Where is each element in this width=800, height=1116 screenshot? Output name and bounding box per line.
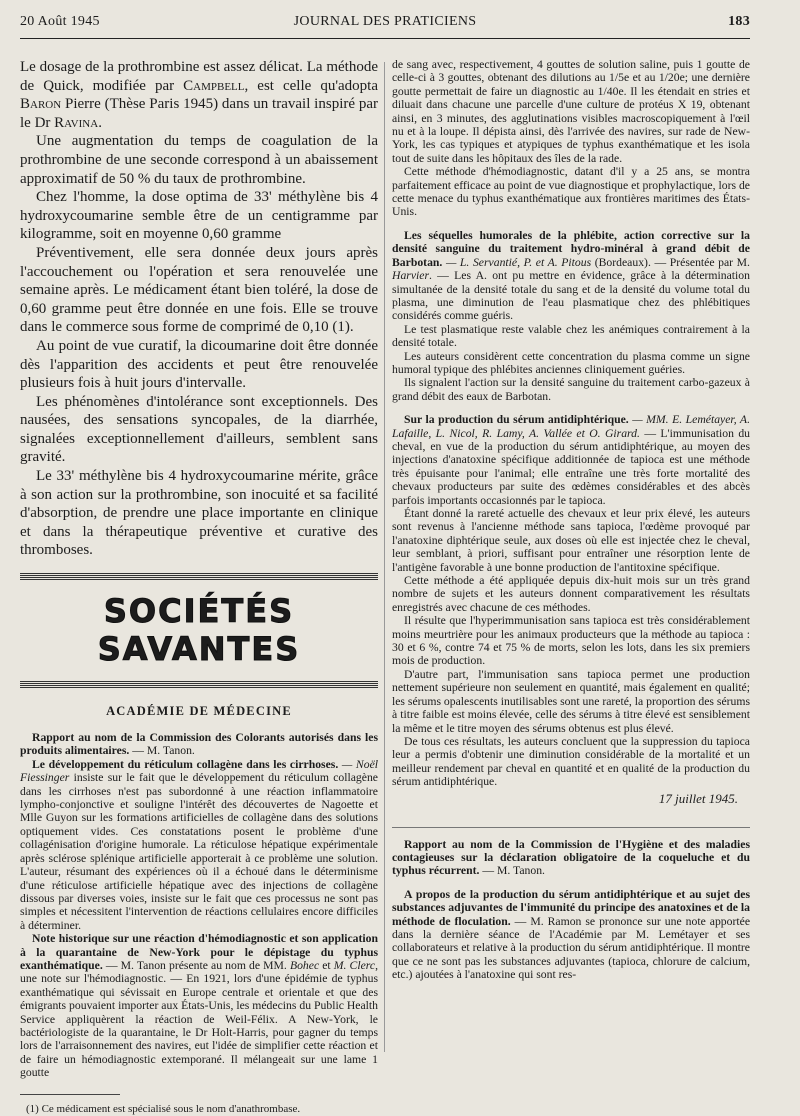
- report-serum-antidiphterique: Sur la production du sérum antidiphtérique. — MM. E. Lemétayer, A. Lafaille, L. Nicol, R. Lamy, A. Vallée et O. Girard. — L'immunisation du cheval, en vue de la production du sérum antidiphtérique, au moyen des injections d'anatoxine spécifique additionnée de tapioca est une méthode très épuisante pour l'animal; elle entraîne une très forte mortalité des chevaux producteurs par suite des œdèmes considérables et des abcès parfois importants occasionnés par le tapioca.: [392, 413, 751, 507]
- running-header: [20, 14, 750, 36]
- report-date: 17 juillet 1945.: [658, 790, 738, 806]
- report-reticulum: Le développement du réticulum collagène dans les cirrhoses. — Noël Fiessinger insiste sur le fait que le développement du réticulum collagène dans les cirrhoses n'est pas subordonné à une réaction inflammatoire lympho-conjonctive et souligne l'intérêt des découvertes de Nagoette et Mlle Guyon sur les formations artificielles de collagène dans des solutions optiquement vides. Ces constatations posent le problème d'une collagénisation d'origine humorale. La réticulose hépatique expérimentale après sclérose splénique artificielle apporterait à ce problème une solution. L'auteur, résumant des expériences où il a échoué dans le déterminisme d'une réticulose artificielle hépatique avec des injections de collagène dissous par diverses voies, insiste sur le fait que ces processus ne sont pas simples et nécessitent l'intervention de réactions cellulaires encore difficiles à déterminer.: [20, 757, 379, 932]
- header-date: 20 Août 1945: [20, 14, 100, 29]
- paragraph-dose: Chez l'homme, la dose optima de 33' méthylène bis 4 hydroxycoumarine semble être de un centigramme par kilogramme, soit en moyenne 0,60 gramme: [20, 189, 378, 243]
- footnote: (1) Ce médicament est spécialisé sous le nom d'anathrombase.: [26, 1102, 301, 1115]
- footnote-rule: [20, 1094, 120, 1095]
- paragraph-conclusion-serum: De tous ces résultats, les auteurs concluent que la suppression du tapioca leur a permis d'obtenir une diminution considérable de la mortalité et un meilleur rendement par cheval en quantité et en qualité de la production du sérum antidiphtérique.: [392, 734, 750, 789]
- right-column: [392, 58, 750, 1058]
- paragraph-conclusion: Le 33' méthylène bis 4 hydroxycoumarine mérite, grâce à son action sur la prothrombine, son inocuité et sa facilité d'absorption, de prendre une place importante en clinique et dans la thérapeutique préventive et curative des thromboses.: [20, 468, 378, 559]
- report-colorants: Rapport au nom de la Commission des Colorants autorisés dans les produits alimentaires. — M. Tanon.: [20, 731, 378, 758]
- column-divider: [384, 62, 385, 1052]
- academie-reports: [20, 731, 378, 1080]
- left-column: [20, 58, 379, 1115]
- article-body: [20, 58, 378, 560]
- paragraph-autre-part: D'autre part, l'immunisation sans tapioca permet une production nettement supérieure non seulement en quantité, mais également en qualité; les sérums opalescents inutilisables sont une rareté, la proportion des sérums à titre faible est moins élevée, celle des sérums à titre élevé est sensiblement la même et le titre moyen des sérums obtenus est plus élevé.: [392, 667, 751, 735]
- paragraph-auteurs-considerent: Les auteurs considèrent cette concentration du plasma comme un signe humoral typique des phlébites anciennes cliniquement guéries.: [392, 349, 750, 376]
- report-separator: [392, 827, 750, 828]
- author-ravina: Ravina: [54, 114, 99, 131]
- report-phlebite: Les séquelles humorales de la phlébite, action corrective sur la densité sanguine du traitement hydro-minéral à grand débit de Barbotan. — L. Servantié, P. et A. Pitous (Bordeaux). — Présentée par M. Harvier. — Les A. ont pu mettre en évidence, grâce à la détermination simultanée de la densité totale du sang et de la densité du volume total du plasma, une diminution de l'eau plasmatique chez des phlébitiques considérés comme guéris.: [392, 228, 750, 323]
- subsection-title-academie: ACADÉMIE DE MÉDECINE: [106, 704, 292, 719]
- paragraph-dosage: Le dosage de la prothrombine est assez délicat. La méthode de Quick, modifiée par Campbell, est celle qu'adopta Baron Pierre (Thèse Paris 1945) dans un travail inspiré par le Dr Ravina.: [20, 59, 378, 131]
- header-rule: [20, 38, 750, 39]
- header-journal-title: JOURNAL DES PRATICIENS: [293, 14, 477, 29]
- section-rule-top: [20, 572, 378, 580]
- header-page-number: 183: [728, 14, 750, 29]
- paragraph-methode-appliquee: Cette méthode a été appliquée depuis dix-huit mois sur un très grand nombre de sujets et les auteurs donnent comparativement les résultats enregistrés avec chacune de ces méthodes.: [392, 574, 750, 614]
- author-baron: Baron: [20, 96, 62, 113]
- paragraph-hemodiagnostic-method: Cette méthode d'hémodiagnostic, datant d'il y a 25 ans, se montra parfaitement efficace au point de vue diagnostique et prophylactique, lors de cette menace du typhus exanthématique aux frontières maritimes des États-Unis.: [392, 165, 750, 219]
- paragraph-augmentation: Une augmentation du temps de coagulation de la prothrombine de une seconde correspond à un abaissement approximatif de 50 % du taux de prothrombine.: [20, 133, 378, 187]
- paragraph-hemodiagnostic-cont: de sang avec, respectivement, 4 gouttes de solution saline, puis 1 goutte de celle-ci à 3 gouttes, obtenant des dilutions au 1/5e et au 1/20e; une dernière goutte permettait de faire un diagnostic au 1/40e. Il les étendait en stries et diluait dans chacune une parcelle d'une culture de protéus X 19, obtenant ainsi, en 3 minutes, des agglutinations visibles macroscopiquement à l'œil nu et à la loupe. Il dépista ainsi, dès l'arrivée des navires, sur rade de New-York, les cas typiques et atypiques de typhus exanthématique et les isola tout de suite dans les hôpitaux des îles de la rade.: [392, 58, 750, 165]
- paragraph-barbotan: Ils signalent l'action sur la densité sanguine du traitement carbo-gazeux à grand débit des eaux de Barbotan.: [392, 376, 750, 403]
- paragraph-test-plasmatique: Le test plasmatique reste valable chez les anémiques contrairement à la densité totale.: [392, 322, 750, 350]
- author-campbell: Campbell: [183, 77, 245, 94]
- section-rule-bottom: [20, 680, 378, 688]
- report-hemodiagnostic: Note historique sur une réaction d'hémodiagnostic et son application à la quarantaine de New-York pour le dépistage du typhus exanthématique. — M. Tanon présente au nom de MM. Bohec et M. Clerc, une note sur l'hémodiagnostic. — En 1921, lors d'une épidémie de typhus exanthématique qui sévissait en Europe centrale et orientale et que des émigrants pouvaient importer aux États-Unis, les médecins du Public Health Service appliquèrent la réaction de Weil-Félix. A New-York, le bactériologiste de la quarantaine, le Dr Holt-Harris, pour gagner du temps lors de l'arraisonnement des navires, eut l'idée de simplifier cette réaction et de faire un hémodiagnostic extemporané. Il mélangeait sur une lame 1 goutte: [20, 932, 378, 1080]
- paragraph-rarete-chevaux: Étant donné la rareté actuelle des chevaux et leur prix élevé, les auteurs sont revenus à l'ancienne méthode sans tapioca, l'œdème provoqué par l'anatoxine diphtérique seule, aux doses où elle est injectée chez le cheval, leur semblant, à priori, suffisant pour entraîner une résorption lente de l'antigène favorable à une bonne production de l'antitoxine spécifique.: [392, 507, 750, 574]
- paragraph-intolerance: Les phénomènes d'intolérance sont exceptionnels. Des nausées, des sensations syncopales, de la diarrhée, signalées exceptionnellement d'ailleurs, semblent sans gravité.: [20, 393, 378, 466]
- paragraph-preventivement: Préventivement, elle sera donnée deux jours après l'accouchement ou l'opération et sera renouvelée une semaine après. Le médicament étant bien toléré, la dose de 0,60 gramme peut être donnée en une fois. Elle se trouve dans le commerce sous forme de comprimé de 0,10 (1).: [20, 244, 378, 336]
- paragraph-curatif: Au point de vue curatif, la dicoumarine doit être donnée dès l'apparition des accidents et peut être renouvelée plusieurs fois à huit jours d'intervalle.: [20, 337, 378, 392]
- report-coqueluche: Rapport au nom de la Commission de l'Hygiène et des maladies contagieuses sur la déclaration obligatoire de la coqueluche et du typhus récurrent. — M. Tanon.: [392, 837, 750, 878]
- paragraph-hyperimmunisation: Il résulte que l'hyperimmunisation sans tapioca est très considérablement moins meurtrière pour les animaux producteurs que la méthode au tapioca : 30 et 6 %, contre 74 et 75 % de morts, selon les lots, dans les six premiers mois de production.: [392, 614, 750, 668]
- report-adjuvants: A propos de la production du sérum antidiphtérique et au sujet des substances adjuvantes de l'immunité du principe des anatoxines et de la méthode de floculation. — M. Ramon se prononce sur une note apportée dans la dernière séance de l'Académie par M. Lemétayer et ses collaborateurs et relative à la production du sérum antidiphtérique. Il montre que ce ne sont pas les substances adjuvantes (tapioca, chlorure de calcium, etc.) ajoutées à l'anatoxine qui sont res-: [392, 887, 751, 982]
- section-title-societes-savantes: SOCIÉTÉS SAVANTES: [97, 592, 301, 669]
